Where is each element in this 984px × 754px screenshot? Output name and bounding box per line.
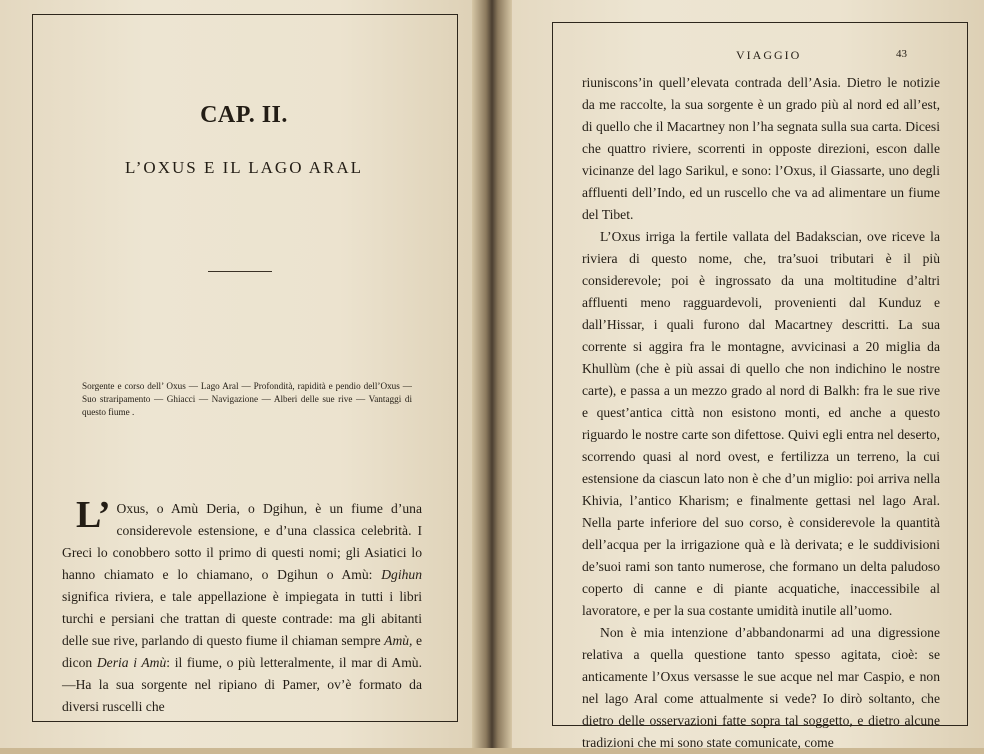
opening-paragraph: L’ Oxus, o Amù Deria, o Dgihun, è un fiume d’una considerevole estensione, e d’una classica celebrità. I Greci lo conobbero sotto il primo di questi nomi; gli Asiatici lo hanno chiamato e lo chiamano, o Dgihun o Amù: Dgihun significa riviera, e tale appellazione è impiegata in tutti i libri turchi e persiani che trattan di queste contrade: ma gli abitanti delle sue rive, parlando di questo fiume il chiaman sempre Amù, e dicon Deria i Amù: il fiume, o più letteralmente, il mar di Amù. —Ha la sua sorgente nel ripiano di Pamer, ov’è formato da diversi ruscelli che bbox=[62, 494, 423, 714]
chapter-summary: Sorgente e corso dell’ Oxus — Lago Aral — Profondità, rapidità e pendio dell’Oxus — Suo straripamento — Ghiacci — Navigazione — Alberi delle sue rive — Vantaggi di questo fiume . bbox=[82, 381, 412, 417]
paragraph: riuniscons’in quell’elevata contrada dell’Asia. Dietro le notizie da me raccolte, la sua sorgente è un grado più al nord ed all’est, di quello che il Macartney non l’ha segnata sulla sua carta. Dicesi che quattro riviere, scorrenti in opposte direzioni, escon dalle vicinanze del lago Sarikul, e sono: l’Oxus, il Giassarte, uno degli affluenti dell’Indo, ed un ruscello che va ad alimentare un fiume del Tibet. bbox=[582, 75, 940, 222]
ornament-rule bbox=[208, 271, 272, 272]
left-body-text bbox=[62, 494, 423, 718]
running-title: VIAGGIO bbox=[736, 48, 802, 62]
chapter-title: CAP. II. bbox=[200, 102, 288, 128]
book-gutter bbox=[472, 0, 512, 748]
chapter-subtitle: L’OXUS E IL LAGO ARAL bbox=[124, 158, 364, 177]
drop-cap: L’ bbox=[76, 494, 111, 536]
page-number: 43 bbox=[896, 48, 907, 60]
paragraph: Non è mia intenzione d’abbandonarmi ad una digressione relativa a quella questione tanto spesso agitata, cioè: se anticamente l’Oxus versasse le sue acque nel mar Caspio, e non nel lago Aral come attualmente si vede? Io dirò soltanto, che dietro delle osservazioni fatte sopra tal soggetto, e dietro alcune tradizioni che mi sono state comunicate, come bbox=[582, 625, 940, 750]
paragraph: L’Oxus irriga la fertile vallata del Badakscian, ove riceve la riviera di questo nome, che, tra’suoi tributari è il più considerevole; poi è ingrossato da una moltitudine d’altri affluenti meno ragguardevoli, provenienti dal Kunduz e dall’Hissar, i quali furono dal Macartney descritti. La sua corrente si aggira fra le montagne, avvicinasi a 20 miglia da Khullùm (che è più assai di quello che non indichino le nostre carte), e passa a un mezzo grado al nord di Balkh: fra le sue rive e quest’antica città non esistono monti, ed anche a questo riguardo le nostre carte son difettose. Quivi egli entra nel deserto, scorrendo quasi al nord ovest, e fertilizza un terreno, la cui estensione da ciascun lato non è che d’un miglio: poi arriva nella Khivia, l’antico Kharism; e finalmente gettasi nel lago Aral. Nella parte inferiore del suo corso, è considerevole la quantità dell’acqua per la irrigazione quà e là derivata; e le suddivisioni de’suoi rami son tanto numerose, che formano un delta paludoso coperto di canne e di piante acquatiche, inaccessibile al lavoratore, e per la sua costante umidità inutile all’uomo. bbox=[582, 229, 940, 618]
right-body-text bbox=[582, 72, 940, 754]
